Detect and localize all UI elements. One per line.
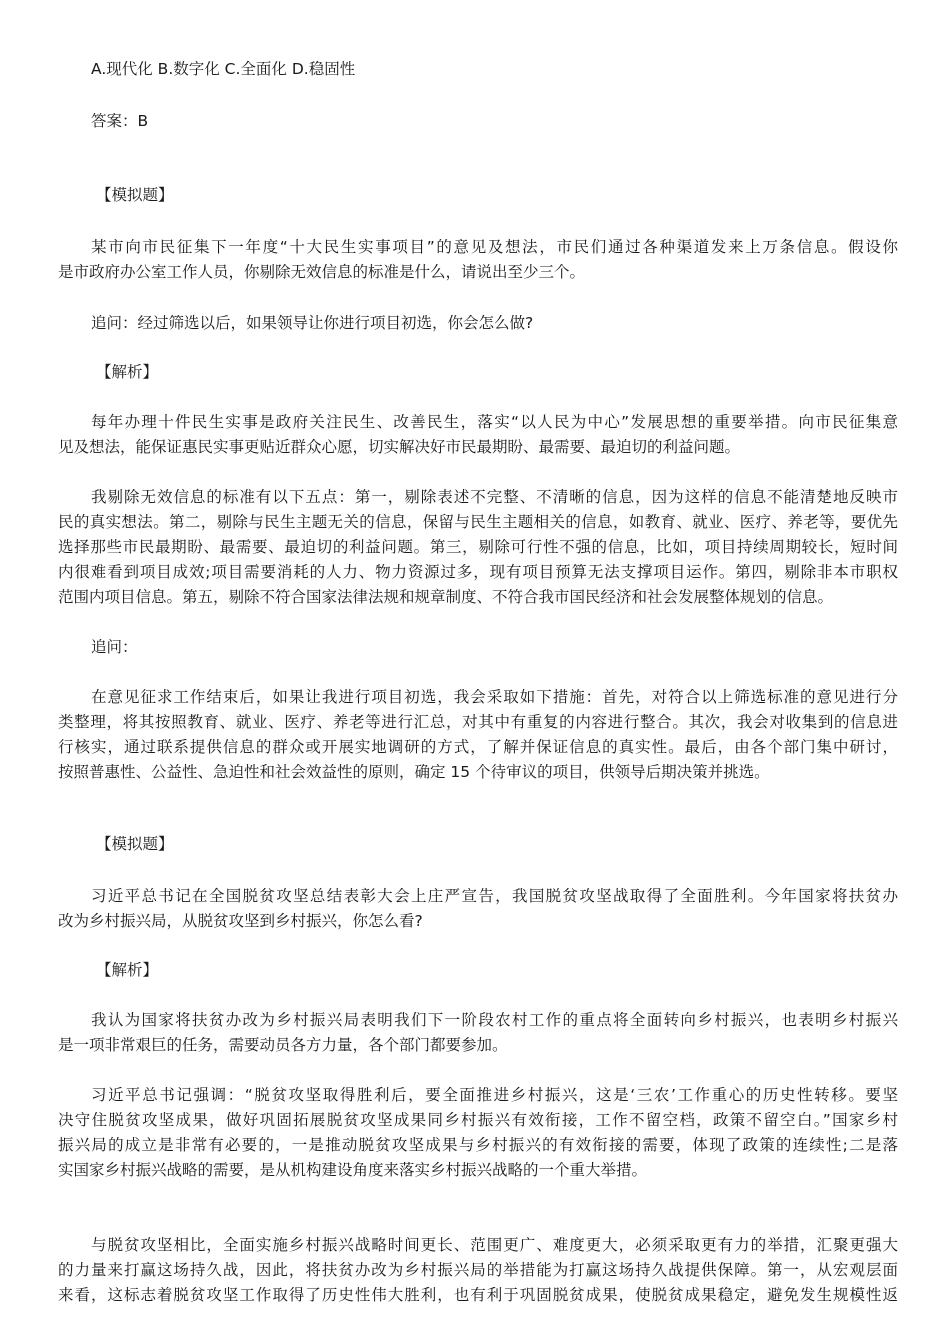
answer-line: 答案：B: [91, 112, 149, 130]
section2-heading: 【模拟题】: [96, 835, 174, 853]
section2-question-line: 改为乡村振兴局，从脱贫攻坚到乡村振兴，你怎么看?: [58, 912, 423, 930]
answer-options: A.现代化 B.数字化 C.全面化 D.稳固性: [91, 60, 356, 78]
section1-para2-line: 选择那些市民最期盼、最需要、最迫切的利益问题。第三，剔除可行性不强的信息，比如，项目持续周期较长，短时间: [58, 538, 898, 556]
section1-question-line: 某市向市民征集下一年度“十大民生实事项目”的意见及想法，市民们通过各种渠道发来上万条信息。假设你: [91, 238, 898, 256]
section2-para3-line: 来看，这标志着脱贫攻坚工作取得了历史性伟大胜利，也有利于巩固脱贫成果，使脱贫成果稳定，避免发生规模性返: [58, 1286, 898, 1304]
section2-para2-line: 习近平总书记强调：“脱贫攻坚取得胜利后，要全面推进乡村振兴，这是‘三农’工作重心的历史性转移。要坚: [91, 1086, 898, 1104]
section1-para2-line: 民的真实想法。第二，剔除与民生主题无关的信息，保留与民生主题相关的信息，如教育、就业、医疗、养老等，要优先: [58, 513, 898, 531]
section2-para3-line: 的力量来打赢这场持久战，因此，将扶贫办改为乡村振兴局的举措能为打赢这场持久战提供保障。第一，从宏观层面: [58, 1261, 898, 1279]
section1-heading: 【模拟题】: [96, 186, 174, 204]
section1-followup: 追问：经过筛选以后，如果领导让你进行项目初选，你会怎么做?: [91, 314, 534, 332]
section1-para3-line: 按照普惠性、公益性、急迫性和社会效益性的原则，确定 15 个待审议的项目，供领导后期决策并挑选。: [58, 763, 770, 781]
section2-para3-line: 与脱贫攻坚相比，全面实施乡村振兴战略时间更长、范围更广、难度更大，必须采取更有力的举措，汇聚更强大: [91, 1236, 898, 1254]
section2-para2-line: 决守住脱贫攻坚成果，做好巩固拓展脱贫攻坚成果同乡村振兴有效衔接，工作不留空档，政策不留空白。”国家乡村: [58, 1111, 898, 1129]
section1-followup-label: 追问：: [91, 638, 138, 656]
section1-para2-line: 我剔除无效信息的标准有以下五点：第一，剔除表述不完整、不清晰的信息，因为这样的信息不能清楚地反映市: [91, 488, 898, 506]
section1-para2-line: 范围内项目信息。第五，剔除不符合国家法律法规和规章制度、不符合我市国民经济和社会发展整体规划的信息。: [58, 588, 834, 606]
section2-analysis-heading: 【解析】: [96, 961, 159, 979]
section1-para3-line: 行核实，通过联系提供信息的群众或开展实地调研的方式，了解并保证信息的真实性。最后，由各个部门集中研讨，: [58, 738, 898, 756]
section1-para3-line: 在意见征求工作结束后，如果让我进行项目初选，我会采取如下措施：首先，对符合以上筛选标准的意见进行分: [91, 688, 898, 706]
section2-para2-line: 振兴局的成立是非常有必要的，一是推动脱贫攻坚成果与乡村振兴的有效衔接的需要，体现了政策的连续性;二是落: [58, 1136, 898, 1154]
section1-para3-line: 类整理，将其按照教育、就业、医疗、养老等进行汇总，对其中有重复的内容进行整合。其次，我会对收集到的信息进: [58, 713, 898, 731]
section1-question-line: 是市政府办公室工作人员，你剔除无效信息的标准是什么，请说出至少三个。: [58, 263, 586, 281]
section1-analysis-heading: 【解析】: [96, 363, 159, 381]
section2-para1-line: 我认为国家将扶贫办改为乡村振兴局表明我们下一阶段农村工作的重点将全面转向乡村振兴，也表明乡村振兴: [91, 1011, 898, 1029]
section2-question-line: 习近平总书记在全国脱贫攻坚总结表彰大会上庄严宣告，我国脱贫攻坚战取得了全面胜利。今年国家将扶贫办: [91, 887, 898, 905]
section2-para1-line: 是一项非常艰巨的任务，需要动员各方力量，各个部门都要参加。: [58, 1036, 508, 1054]
section1-para2-line: 内很难看到项目成效;项目需要消耗的人力、物力资源过多，现有项目预算无法支撑项目运作。第四，剔除非本市职权: [58, 563, 898, 581]
section2-para2-line: 实国家乡村振兴战略的需要，是从机构建设角度来落实乡村振兴战略的一个重大举措。: [58, 1161, 648, 1179]
section1-para1-line: 每年办理十件民生实事是政府关注民生、改善民生，落实“以人民为中心”发展思想的重要举措。向市民征集意: [91, 413, 898, 431]
section1-para1-line: 见及想法，能保证惠民实事更贴近群众心愿，切实解决好市民最期盼、最需要、最迫切的利益问题。: [58, 438, 741, 456]
